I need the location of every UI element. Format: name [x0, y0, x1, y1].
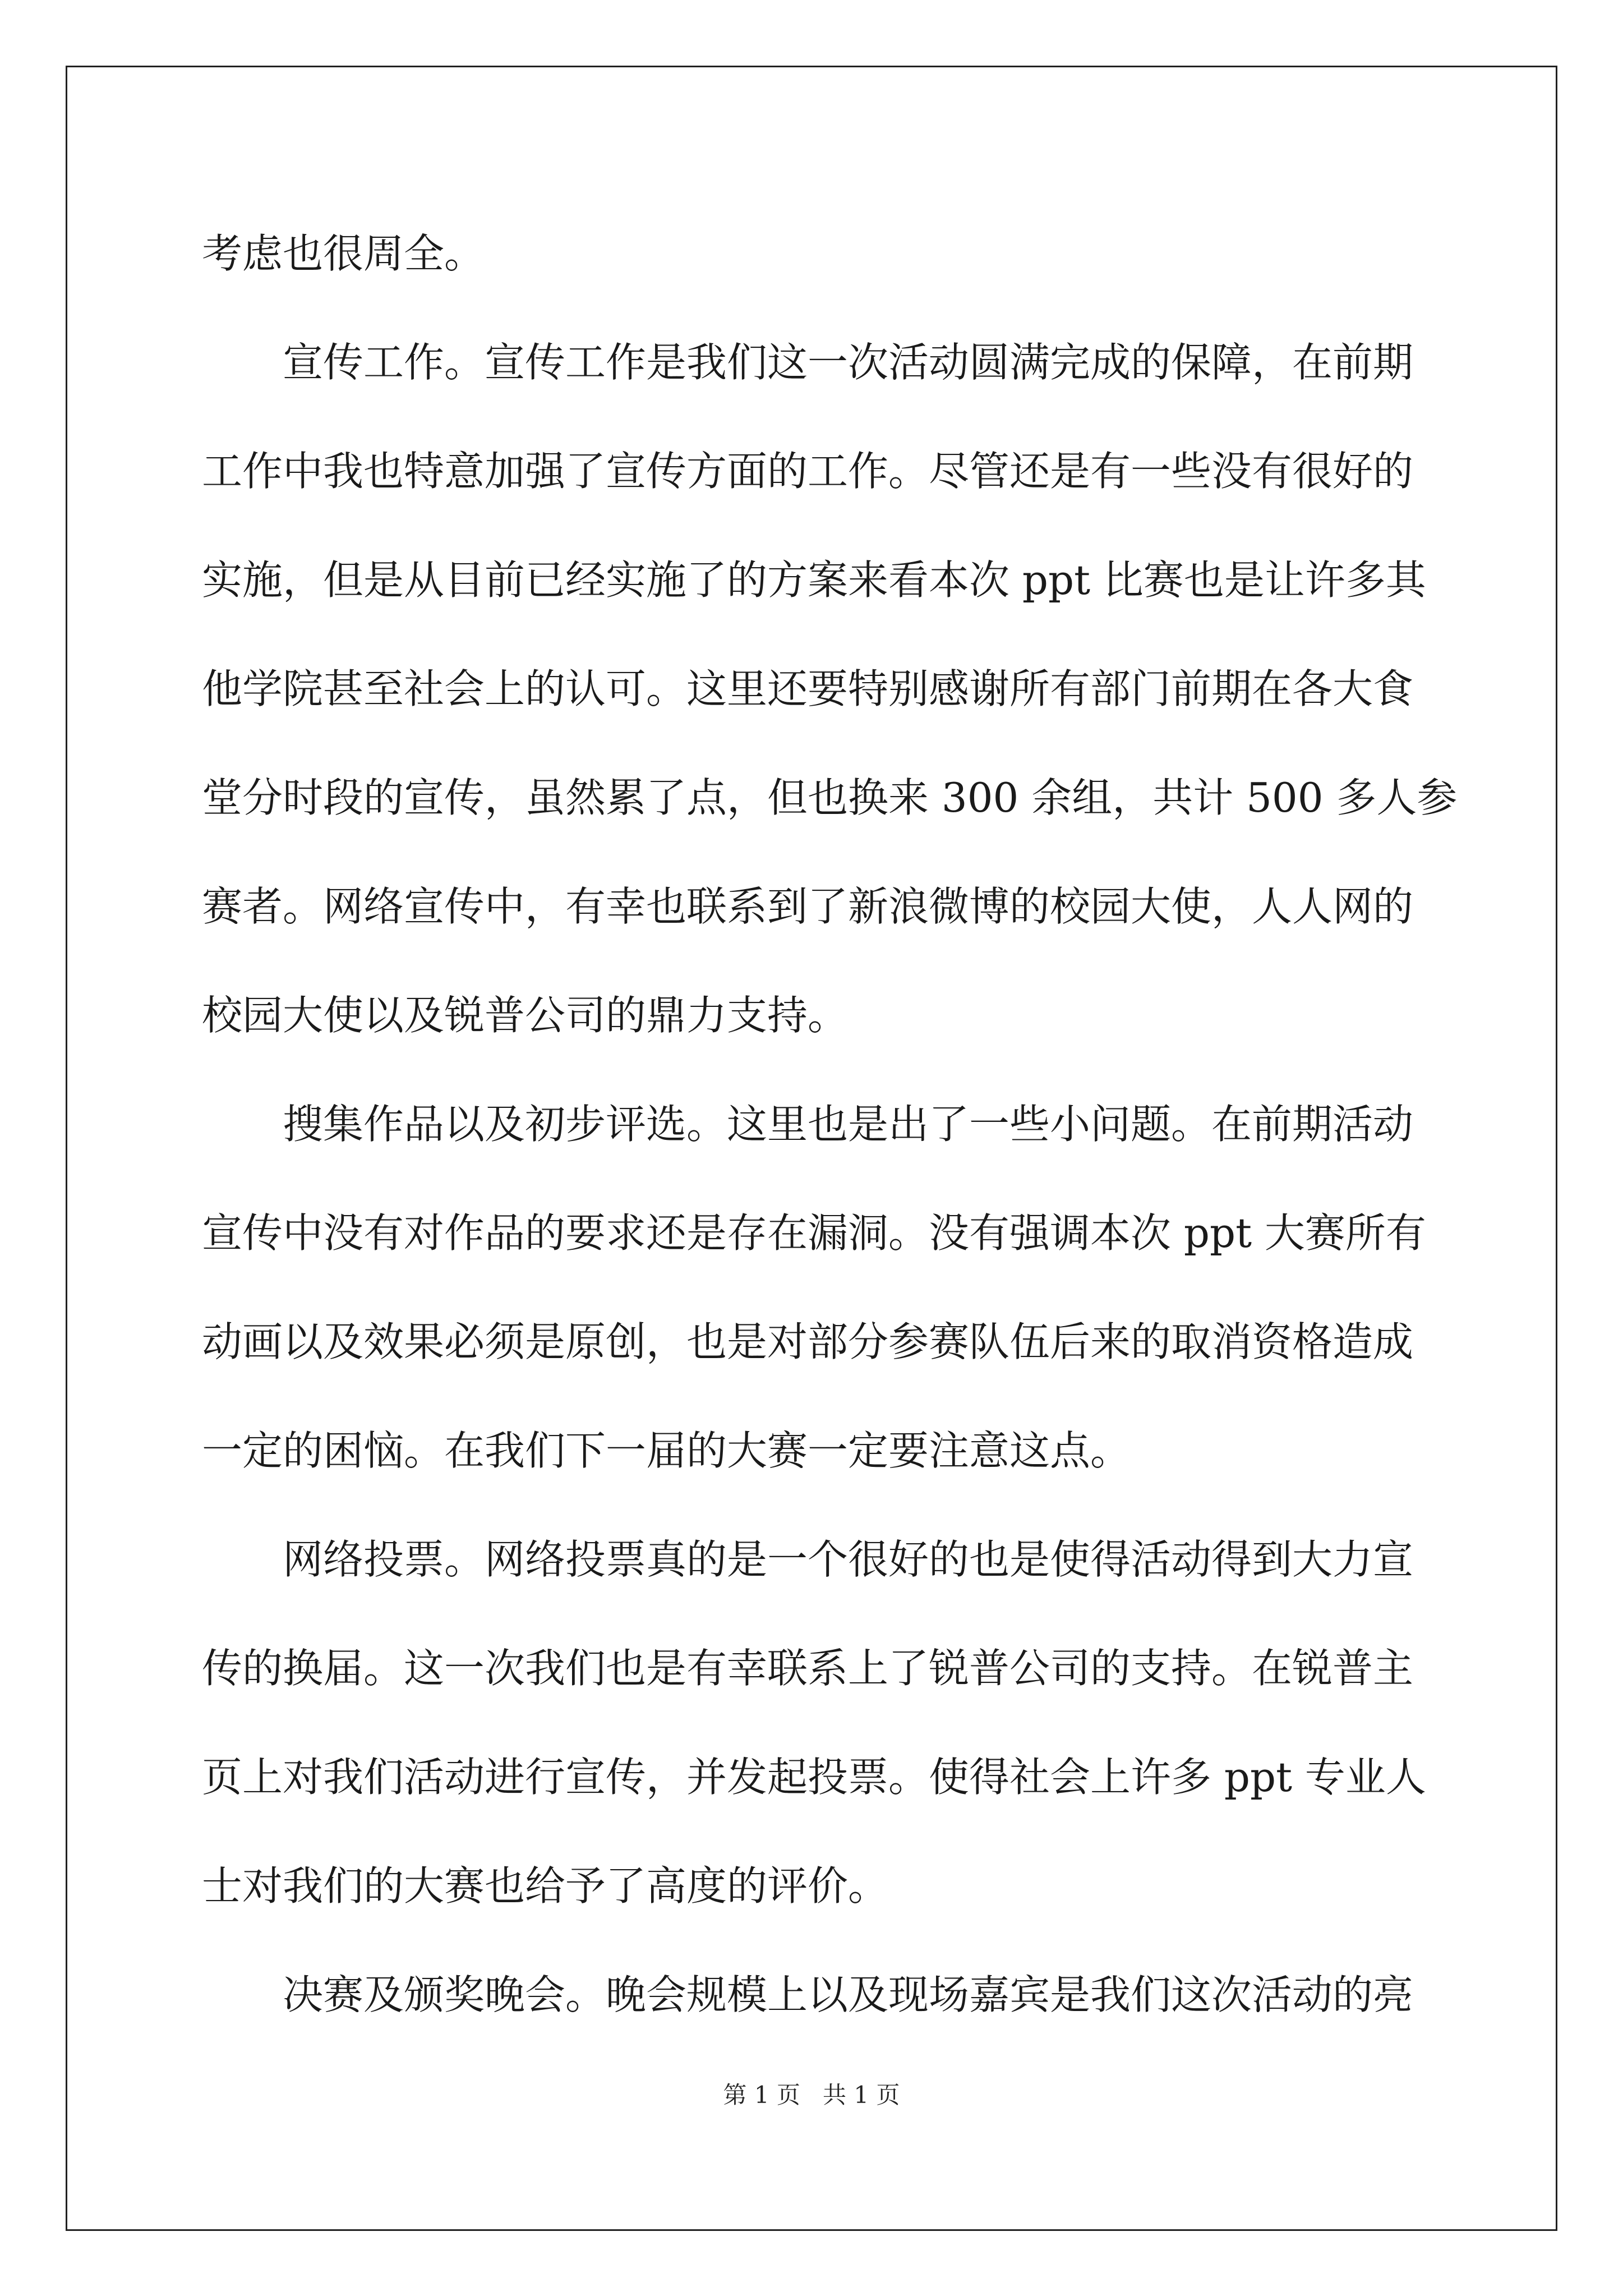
paragraph-line: 一定的困恼。在我们下一届的大赛一定要注意这点。 — [202, 1427, 1131, 1474]
paragraph-line: 传的换届。这一次我们也是有幸联系上了锐普公司的支持。在锐普主 — [202, 1645, 1414, 1692]
paragraph-line: 赛者。网络宣传中，有幸也联系到了新浪微博的校园大使，人人网的 — [202, 883, 1414, 930]
page-number: 第 1 页 — [723, 2081, 800, 2109]
paragraph-line: 考虑也很周全。 — [202, 230, 485, 277]
paragraph-line: 决赛及颁奖晚会。晚会规模上以及现场嘉宾是我们这次活动的亮 — [283, 1971, 1414, 2018]
paragraph-line: 他学院甚至社会上的认可。这里还要特别感谢所有部门前期在各大食 — [202, 665, 1414, 712]
footer-spacer — [800, 2081, 823, 2109]
paragraph-line: 宣传工作。宣传工作是我们这一次活动圆满完成的保障，在前期 — [283, 339, 1414, 386]
paragraph-line: 搜集作品以及初步评选。这里也是出了一些小问题。在前期活动 — [283, 1101, 1414, 1148]
paragraph-line: 校园大使以及锐普公司的鼎力支持。 — [202, 992, 849, 1039]
document-body — [202, 199, 1458, 2049]
page-total: 共 1 页 — [823, 2081, 900, 2109]
paragraph-line: 页上对我们活动进行宣传，并发起投票。使得社会上许多 ppt 专业人 — [202, 1754, 1426, 1801]
paragraph-line: 堂分时段的宣传，虽然累了点，但也换来 300 余组，共计 500 多人参 — [202, 774, 1458, 821]
paragraph-line: 工作中我也特意加强了宣传方面的工作。尽管还是有一些没有很好的 — [202, 448, 1414, 495]
paragraph-line: 宣传中没有对作品的要求还是存在漏洞。没有强调本次 ppt 大赛所有 — [202, 1209, 1426, 1257]
paragraph-line: 实施，但是从目前已经实施了的方案来看本次 ppt 比赛也是让许多其 — [202, 556, 1426, 604]
paragraph-line: 士对我们的大赛也给予了高度的评价。 — [202, 1862, 889, 1910]
paragraph-line: 动画以及效果必须是原创，也是对部分参赛队伍后来的取消资格造成 — [202, 1318, 1414, 1365]
page-footer — [0, 2078, 1623, 2112]
paragraph-line: 网络投票。网络投票真的是一个很好的也是使得活动得到大力宣 — [283, 1536, 1414, 1583]
